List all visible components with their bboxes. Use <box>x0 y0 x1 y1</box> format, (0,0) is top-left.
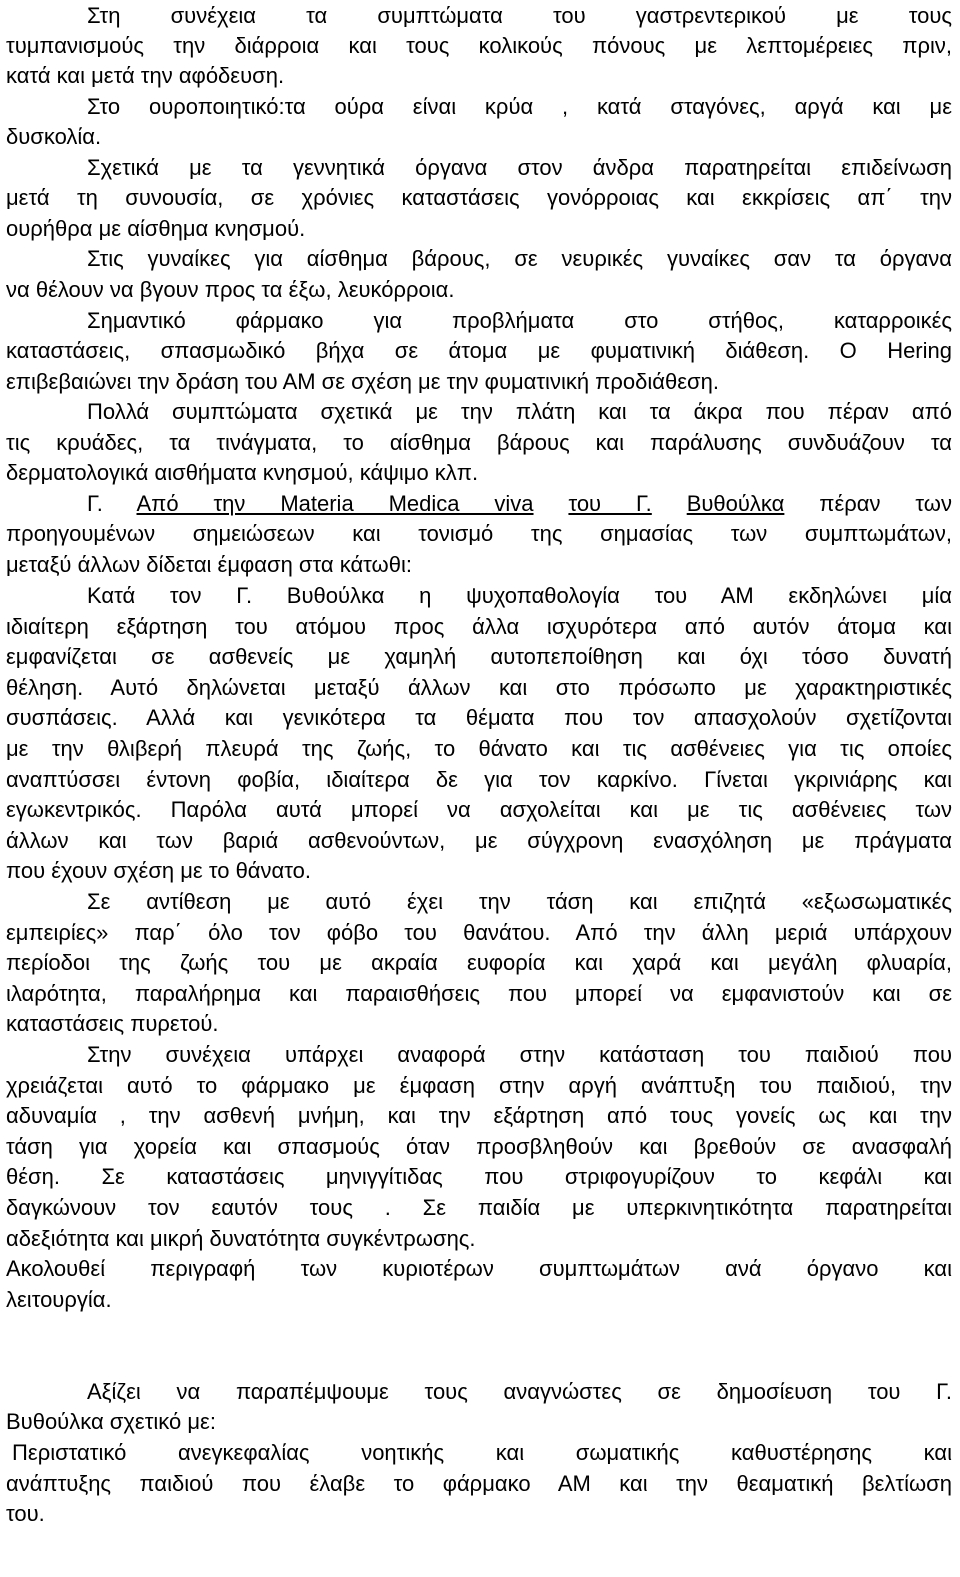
text-line: χρειάζεται αυτό το φάρμακο με έμφαση στην αργή ανάπτυξη του παιδιού, την <box>6 1073 952 1098</box>
heading-lead: Γ. <box>87 491 103 516</box>
text-line: κατά και μετά την αφόδευση. <box>6 63 285 88</box>
text-line: ιδιαίτερη εξάρτηση του ατόμου προς άλλα ισχυρότερα από αυτόν άτομα και <box>6 614 952 639</box>
heading-tail: πέραν των <box>819 491 952 516</box>
text-line: ουρήθρα με αίσθημα κνησμού. <box>6 216 306 241</box>
text-line: άλλων και των βαριά ασθενούντων, με σύγχρονη ενασχόληση με πράγματα <box>6 828 952 853</box>
text-line: Σχετικά με τα γεννητικά όργανα στον άνδρα παρατηρείται επιδείνωση <box>87 155 952 180</box>
text-line: δαγκώνουν τον εαυτόν τους . Σε παιδία με υπερκινητικότητα παρατηρείται <box>6 1195 952 1220</box>
text-line: εμφανίζεται σε ασθενείς με χαμηλή αυτοπεποίθηση και όχι τόσο δυνατή <box>6 644 952 669</box>
text-line: ανάπτυξης παιδιού που έλαβε το φάρμακο ΑΜ και την θεαματική βελτίωση <box>6 1471 952 1496</box>
source-of: του Γ. <box>568 491 652 516</box>
text-line: εμπειρίες» παρ΄ όλο τον φόβο του θανάτου. Από την άλλη μεριά υπάρχουν <box>6 920 952 945</box>
text-line: καταστάσεις πυρετού. <box>6 1011 219 1036</box>
text-line: συσπάσεις. Αλλά και γενικότερα τα θέματα που τον απασχολούν σχετίζονται <box>6 705 952 730</box>
text-line: Βυθούλκα σχετικό με: <box>6 1409 216 1434</box>
text-line: Περιστατικό ανεγκεφαλίας νοητικής και σωματικής καθυστέρησης και <box>12 1440 952 1465</box>
text-line: περίοδοι της ζωής του με ακραία ευφορία και χαρά και μεγάλη φλυαρία, <box>6 950 952 975</box>
text-line: αναπτύσσει έντονη φοβία, ιδιαίτερα δε για τον καρκίνο. Γίνεται γκρινιάρης και <box>6 767 952 792</box>
text-line: εγωκεντρικός. Παρόλα αυτά μπορεί να ασχολείται και με τις ασθένειες των <box>6 797 952 822</box>
text-line: προηγουμένων σημειώσεων και τονισμό της σημασίας των συμπτωμάτων, <box>6 521 952 546</box>
text-line: δυσκολία. <box>6 124 102 149</box>
source-title: Από την Materia Medica viva <box>136 491 534 516</box>
text-line: να θέλουν να βγουν προς τα έξω, λευκόρροια. <box>6 277 455 302</box>
text-line: αδεξιότητα και μικρή δυνατότητα συγκέντρωσης. <box>6 1226 476 1251</box>
source-author: Βυθούλκα <box>686 491 785 516</box>
text-line: Ακολουθεί περιγραφή των κυριοτέρων συμπτωμάτων ανά όργανο και <box>6 1256 952 1281</box>
text-line: αδυναμία , την ασθενή μνήμη, και την εξάρτηση από τους γονείς ως και την <box>6 1103 952 1128</box>
text-line: καταστάσεις, σπασμωδικό βήχα σε άτομα με φυματινική διάθεση. Ο Hering <box>6 338 952 363</box>
text-line: Σε αντίθεση με αυτό έχει την τάση και επιζητά «εξωσωματικές <box>87 889 952 914</box>
text-line: Στη συνέχεια τα συμπτώματα του γαστρεντερικού με τους <box>87 3 952 28</box>
source-heading-line <box>87 488 952 519</box>
text-line: τις κρυάδες, τα τινάγματα, το αίσθημα βάρους και παράλυσης συνδυάζουν τα <box>6 430 952 455</box>
text-line: Στις γυναίκες για αίσθημα βάρους, σε νευρικές γυναίκες σαν τα όργανα <box>87 246 952 271</box>
text-line: λειτουργία. <box>6 1287 112 1312</box>
text-line: ιλαρότητα, παραλήρημα και παραισθήσεις που μπορεί να εμφανιστούν και σε <box>6 981 952 1006</box>
text-line: Κατά τον Γ. Βυθούλκα η ψυχοπαθολογία του ΑΜ εκδηλώνει μία <box>87 583 952 608</box>
text-line: μετά τη συνουσία, σε χρόνιες καταστάσεις γονόρροιας και εκκρίσεις απ΄ την <box>6 185 952 210</box>
text-line: θέση. Σε καταστάσεις μηνιγγίτιδας που στριφογυρίζουν το κεφάλι και <box>6 1164 952 1189</box>
text-line: με την θλιβερή πλευρά της ζωής, το θάνατο και τις ασθένειες για τις οποίες <box>6 736 952 761</box>
text-line: Σημαντικό φάρμακο για προβλήματα στο στήθος, καταρροικές <box>87 308 952 333</box>
text-line: Πολλά συμπτώματα σχετικά με την πλάτη και τα άκρα που πέραν από <box>87 399 952 424</box>
text-line: τυμπανισμούς την διάρροια και τους κολικούς πόνους με λεπτομέρειες πριν, <box>6 33 952 58</box>
text-line: τάση για χορεία και σπασμούς όταν προσβληθούν και βρεθούν σε ανασφαλή <box>6 1134 952 1159</box>
text-line: θέληση. Αυτό δηλώνεται μεταξύ άλλων και στο πρόσωπο με χαρακτηριστικές <box>6 675 952 700</box>
text-line: Στο ουροποιητικό:τα ούρα είναι κρύα , κατά σταγόνες, αργά και με <box>87 94 952 119</box>
text-line: μεταξύ άλλων δίδεται έμφαση στα κάτωθι: <box>6 552 412 577</box>
text-line: που έχουν σχέση με το θάνατο. <box>6 858 311 883</box>
text-line: Στην συνέχεια υπάρχει αναφορά στην κατάσταση του παιδιού που <box>87 1042 952 1067</box>
text-line: του. <box>6 1501 45 1526</box>
text-line: δερματολογικά αισθήματα κνησμού, κάψιμο κλπ. <box>6 460 479 485</box>
text-line: επιβεβαιώνει την δράση του ΑΜ σε σχέση με την φυματινική προδιάθεση. <box>6 369 719 394</box>
text-line: Αξίζει να παραπέμψουμε τους αναγνώστες σε δημοσίευση του Γ. <box>87 1379 952 1404</box>
